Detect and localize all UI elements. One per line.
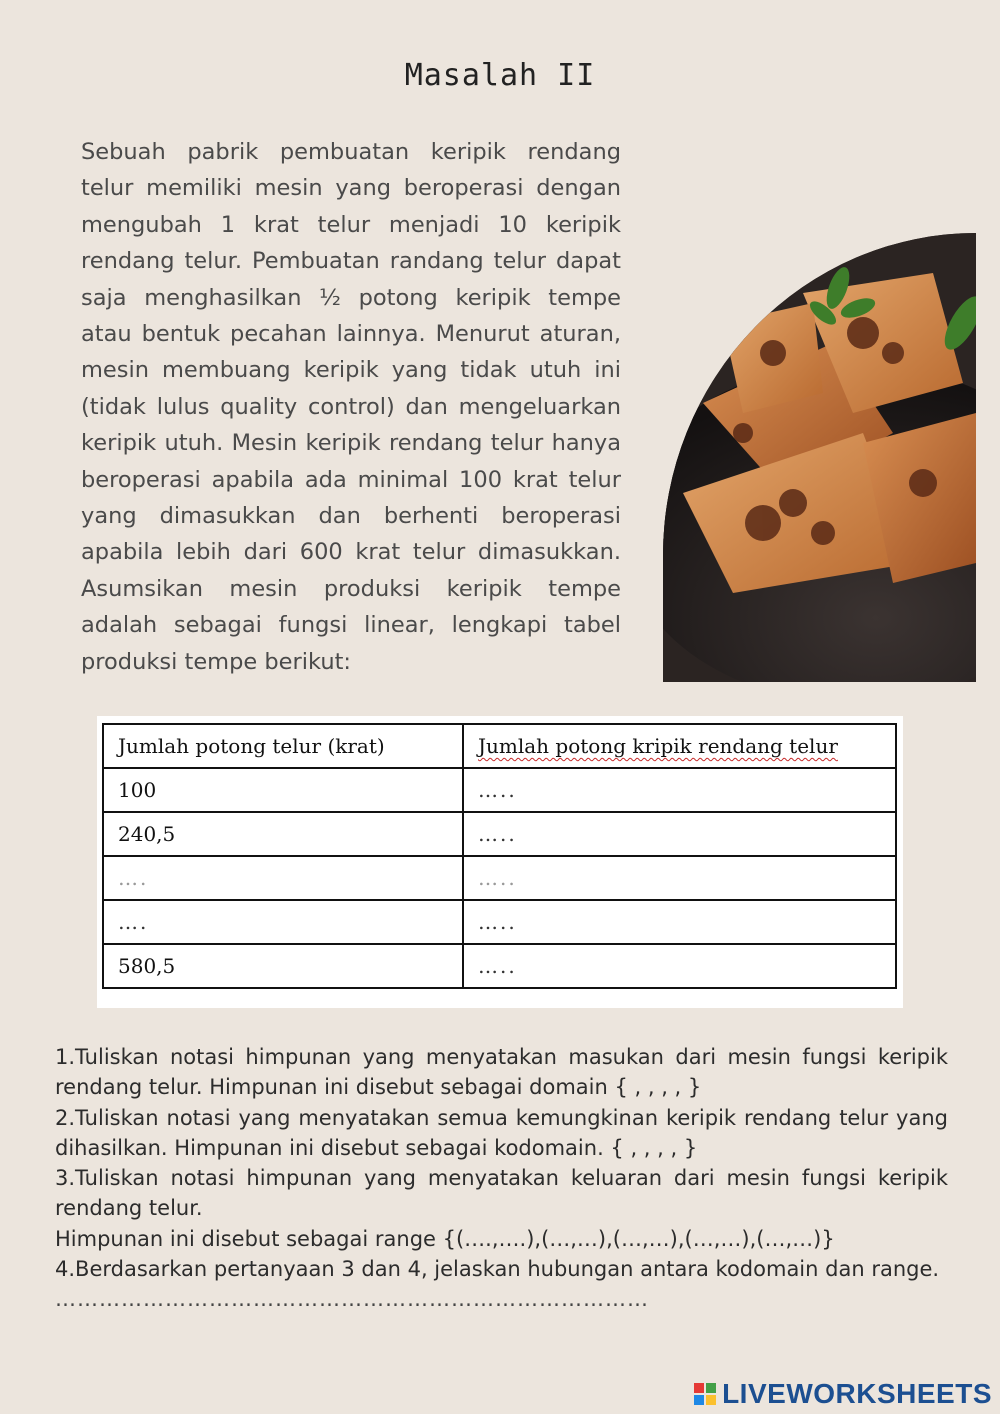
page-title: Masalah II — [404, 58, 596, 93]
table-header-row — [103, 724, 896, 768]
answer-blank[interactable]: ….. — [463, 812, 896, 856]
production-table — [102, 723, 897, 989]
table-row — [103, 944, 896, 988]
table-row — [103, 768, 896, 812]
problem-text: Sebuah pabrik pembuatan keripik rendang telur memiliki mesin yang beroperasi dengan mengubah 1 krat telur menjadi 10 keripik rendang telur. Pembuatan randang telur dapat saja menghasilkan ½ potong keripik tempe atau bentuk pecahan lainnya. Menurut aturan, mesin membuang keripik yang tidak utuh ini (tidak lulus quality control) dan mengeluarkan keripik utuh. Mesin keripik rendang telur hanya beroperasi apabila ada minimal 100 krat telur yang dimasukkan dan berhenti beroperasi apabila lebih dari 600 krat telur dimasukkan. Asumsikan mesin produksi keripik tempe adalah sebagai fungsi linear, lengkapi tabel produksi tempe berikut: — [81, 139, 621, 675]
liveworksheets-logo-icon — [694, 1383, 716, 1405]
brand-text: LIVEWORKSHEETS — [722, 1378, 992, 1409]
question-4: 4.Berdasarkan pertanyaan 3 dan 4, jelaskan hubungan antara kodomain dan range. — [55, 1257, 940, 1282]
liveworksheets-brand — [694, 1376, 992, 1412]
question-1: 1.Tuliskan notasi himpunan yang menyatakan masukan dari mesin fungsi keripik rendang telur. Himpunan ini disebut sebagai domain { , , , , } — [55, 1045, 948, 1100]
question-2: 2.Tuliskan notasi yang menyatakan semua kemungkinan keripik rendang telur yang dihasilkan. Himpunan ini disebut sebagai kodomain. { , , , , } — [55, 1105, 948, 1160]
food-photo — [663, 233, 976, 682]
header-output: Jumlah potong kripik rendang telur — [463, 724, 896, 768]
table-row — [103, 856, 896, 900]
header-input: Jumlah potong telur (krat) — [103, 724, 463, 768]
input-blank[interactable]: …. — [103, 856, 463, 900]
question-3-range: Himpunan ini disebut sebagai range {(….,….),(…,…),(…,…),(…,…),(…,…)} — [55, 1226, 835, 1251]
input-blank[interactable]: …. — [103, 900, 463, 944]
production-table-container — [97, 716, 903, 1008]
answer-blank[interactable]: ….. — [463, 944, 896, 988]
questions-section — [55, 1042, 948, 1315]
input-cell: 100 — [103, 768, 463, 812]
answer-blank[interactable]: ….. — [463, 768, 896, 812]
answer-line[interactable]: ……………………………………………………………………… — [55, 1287, 649, 1312]
answer-blank[interactable]: ….. — [463, 900, 896, 944]
question-3: 3.Tuliskan notasi himpunan yang menyatakan keluaran dari mesin fungsi keripik rendang telur. — [55, 1166, 948, 1221]
input-cell: 240,5 — [103, 812, 463, 856]
input-cell: 580,5 — [103, 944, 463, 988]
table-row — [103, 812, 896, 856]
fried-rendang-chips-icon — [663, 233, 976, 682]
answer-blank[interactable]: ….. — [463, 856, 896, 900]
table-row — [103, 900, 896, 944]
